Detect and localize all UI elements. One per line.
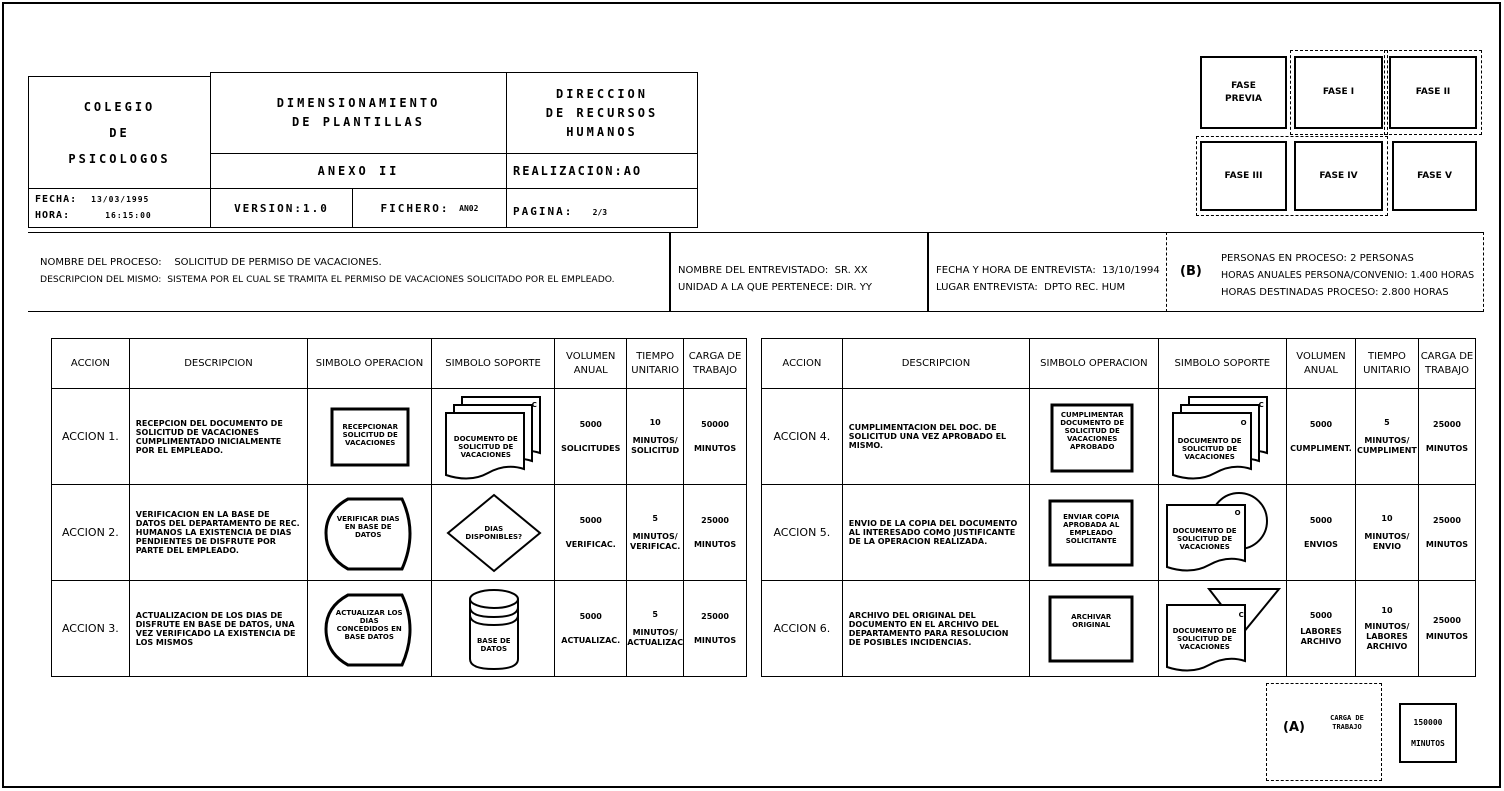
left-table — [51, 338, 747, 677]
b-label: (B) — [1180, 264, 1202, 279]
table-row — [762, 581, 1476, 677]
op-symbol-text: ACTUALIZAR LOS DIAS CONCEDIDOS EN BASE DATOS — [335, 608, 403, 641]
support-mark: C — [531, 400, 537, 409]
tiempo-cell — [627, 485, 684, 581]
phase-iii: FASE III — [1200, 141, 1287, 211]
persons-info — [1221, 250, 1481, 301]
hora-label: HORA: — [35, 210, 71, 221]
fichero-label: FICHERO: — [380, 201, 450, 215]
pagina-value: 2/3 — [592, 208, 608, 217]
col-simbolo-operacion: SIMBOLO OPERACION — [308, 339, 432, 389]
vol-cell — [1287, 581, 1356, 677]
tiempo-cell — [1355, 485, 1418, 581]
title-line-2: DE PLANTILLAS — [292, 115, 425, 129]
vol-cell — [555, 581, 627, 677]
tiempo-unit: MINUTOS/ CUMPLIMENT — [1357, 435, 1417, 455]
col-accion: ACCION — [52, 339, 130, 389]
col-simbolo-soporte: SIMBOLO SOPORTE — [1158, 339, 1286, 389]
tiempo-cell — [627, 389, 684, 485]
row-desc: ACTUALIZACION DE LOS DIAS DE DISFRUTE EN BASE DE DATOS, UNA VEZ VERIFICADO LA EXISTENCIA DE LOS MISMOS — [129, 581, 307, 677]
tiempo-cell — [1355, 389, 1418, 485]
persons: PERSONAS EN PROCESO: 2 PERSONAS — [1221, 253, 1414, 264]
phase-v: FASE V — [1392, 141, 1477, 211]
vol-unit: ACTUALIZAC. — [561, 635, 621, 645]
tiempo-cell — [627, 581, 684, 677]
row-accion: ACCION 3. — [52, 581, 130, 677]
col-simbolo-operacion: SIMBOLO OPERACION — [1030, 339, 1158, 389]
op-symbol-text: ARCHIVAR ORIGINAL — [1071, 612, 1112, 629]
carga-value: 25000 — [1433, 615, 1461, 625]
vol-cell — [1287, 485, 1356, 581]
op-symbol-text: ENVIAR COPIA APROBADA AL EMPLEADO SOLICITANTE — [1063, 512, 1120, 545]
tiempo-value: 10 — [649, 417, 661, 427]
op-symbol-cell — [1030, 389, 1158, 485]
phase-previa — [1200, 56, 1287, 129]
pagina-label: PAGINA: — [513, 205, 574, 218]
tiempo-value: 10 — [1381, 513, 1393, 523]
carga-value: 50000 — [701, 419, 729, 429]
op-symbol-text: VERIFICAR DIAS EN BASE DE DATOS — [336, 514, 400, 539]
carga-cell — [1418, 389, 1475, 485]
support-symbol-cell — [1158, 389, 1286, 485]
phase-iv: FASE IV — [1294, 141, 1383, 211]
tiempo-unit: MINUTOS/ SOLICITUD — [631, 435, 680, 455]
unit: UNIDAD A LA QUE PERTENECE: DIR. YY — [678, 282, 872, 293]
vol-cell — [555, 485, 627, 581]
carga-value: 25000 — [1433, 515, 1461, 525]
tiempo-unit: MINUTOS/ ACTUALIZAC — [627, 627, 684, 647]
tiempo-value: 5 — [652, 609, 658, 619]
vol-value: 5000 — [1309, 610, 1333, 620]
carga-value: 25000 — [701, 611, 729, 621]
realizacion-cell: REALIZACION:AO — [506, 153, 698, 189]
total-unit: MINUTOS — [1411, 739, 1445, 748]
row-desc: CUMPLIMENTACION DEL DOC. DE SOLICITUD UNA VEZ APROBADO EL MISMO. — [842, 389, 1029, 485]
org-cell — [28, 76, 211, 189]
vol-value: 5000 — [1309, 419, 1333, 429]
database-cylinder-symbol — [432, 583, 554, 675]
phase-i: FASE I — [1294, 56, 1383, 129]
fichero-cell — [352, 188, 507, 228]
table-row — [52, 485, 747, 581]
fichero-value: AN02 — [459, 203, 479, 213]
row-desc: RECEPCION DEL DOCUMENTO DE SOLICITUD DE VACACIONES CUMPLIMENTADO INICIALMENTE POR EL EMPLEADO. — [129, 389, 307, 485]
col-descripcion: DESCRIPCION — [129, 339, 307, 389]
support-symbol-cell — [1158, 485, 1286, 581]
table-row — [52, 581, 747, 677]
pagina-cell — [506, 188, 698, 228]
carga-unit: MINUTOS — [693, 443, 737, 453]
support-mark: O — [1240, 418, 1247, 427]
dest-hours: HORAS DESTINADAS PROCESO: 2.800 HORAS — [1221, 287, 1449, 298]
support-symbol-cell — [1158, 581, 1286, 677]
support-mark: O — [1234, 508, 1241, 517]
col-carga: CARGA DE TRABAJO — [684, 339, 747, 389]
anexo-cell: ANEXO II — [210, 153, 507, 189]
carga-unit: MINUTOS — [1425, 443, 1469, 453]
carga-cell — [684, 389, 747, 485]
carga-cell — [684, 581, 747, 677]
vol-value: 5000 — [579, 611, 602, 621]
op-symbol-cell — [308, 581, 432, 677]
org-line-2: DE — [109, 125, 130, 140]
row-accion: ACCION 4. — [762, 389, 843, 485]
dept-line-3: HUMANOS — [566, 124, 638, 139]
vol-unit: VERIFICAC. — [565, 539, 616, 549]
carga-cell — [684, 485, 747, 581]
row-accion: ACCION 2. — [52, 485, 130, 581]
interview-place: LUGAR ENTREVISTA: DPTO REC. HUM — [936, 282, 1126, 293]
support-symbol-cell — [431, 389, 555, 485]
vol-unit: SOLICITUDES — [561, 443, 621, 453]
divider-2 — [927, 232, 929, 312]
support-text: DOCUMENTO DE SOLICITUD DE VACACIONES — [1177, 436, 1242, 461]
date-info — [936, 262, 1166, 296]
row-desc: ARCHIVO DEL ORIGINAL DEL DOCUMENTO EN EL ARCHIVO DEL DEPARTAMENTO PARA RESOLUCION DE POSIBLES INCIDENCIAS. — [842, 581, 1029, 677]
col-tiempo: TIEMPO UNITARIO — [1355, 339, 1418, 389]
vol-unit: LABORES ARCHIVO — [1300, 626, 1342, 646]
interview-info — [678, 262, 928, 296]
col-volumen: VOLUMEN ANUAL — [1287, 339, 1356, 389]
row-accion: ACCION 1. — [52, 389, 130, 485]
hora-value: 16:15:00 — [105, 211, 152, 220]
phase-previa-label: FASE PREVIA — [1225, 80, 1262, 104]
vol-value: 5000 — [579, 419, 602, 429]
divider-1 — [669, 232, 671, 312]
fecha-hora-cell — [28, 188, 211, 228]
operation-rectangle-symbol — [1030, 583, 1152, 675]
dept-line-1: DIRECCION — [555, 86, 649, 101]
col-descripcion: DESCRIPCION — [842, 339, 1029, 389]
tiempo-value: 5 — [652, 513, 658, 523]
support-text: DOCUMENTO DE SOLICITUD DE VACACIONES — [453, 434, 518, 459]
process-name: NOMBRE DEL PROCESO: SOLICITUD DE PERMISO DE VACACIONES. — [40, 257, 382, 268]
col-carga: CARGA DE TRABAJO — [1418, 339, 1475, 389]
carga-value: 25000 — [701, 515, 729, 525]
left-header-row — [52, 339, 747, 389]
org-line-1: COLEGIO — [83, 99, 156, 114]
vol-value: 5000 — [1309, 515, 1333, 525]
dept-cell — [506, 72, 698, 154]
title-cell — [210, 72, 507, 154]
vol-value: 5000 — [579, 515, 602, 525]
op-symbol-cell — [308, 485, 432, 581]
row-accion: ACCION 6. — [762, 581, 843, 677]
col-volumen: VOLUMEN ANUAL — [555, 339, 627, 389]
row-desc: VERIFICACION EN LA BASE DE DATOS DEL DEPARTAMENTO DE REC. HUMANOS LA EXISTENCIA DE DIAS PENDIENTES DE DISFRUTE POR PARTE DEL EMPLEADO. — [129, 485, 307, 581]
vol-unit: ENVIOS — [1304, 539, 1338, 549]
a-label: (A) — [1283, 720, 1305, 735]
op-symbol-cell — [1030, 485, 1158, 581]
carga-cell — [1418, 581, 1475, 677]
op-symbol-text: RECEPCIONAR SOLICITUD DE VACACIONES — [342, 422, 398, 447]
vol-cell — [1287, 389, 1356, 485]
table-row — [52, 389, 747, 485]
tiempo-unit: MINUTOS/ LABORES ARCHIVO — [1364, 621, 1410, 651]
support-text: BASE DE DATOS — [476, 636, 511, 653]
col-tiempo: TIEMPO UNITARIO — [627, 339, 684, 389]
tiempo-cell — [1355, 581, 1418, 677]
carga-cell — [1418, 485, 1475, 581]
op-symbol-cell — [308, 389, 432, 485]
fecha-label: FECHA: — [35, 194, 78, 205]
total-label: CARGA DE TRABAJO — [1330, 714, 1364, 731]
total-value: 150000 — [1413, 718, 1443, 727]
carga-unit: MINUTOS — [693, 635, 737, 645]
tiempo-unit: MINUTOS/ VERIFICAC. — [630, 531, 681, 551]
carga-unit: MINUTOS — [1425, 539, 1469, 549]
support-symbol-cell — [431, 485, 555, 581]
tiempo-value: 10 — [1381, 605, 1393, 615]
vol-unit: CUMPLIMENT. — [1290, 443, 1352, 453]
table-row — [762, 485, 1476, 581]
phase-ii: FASE II — [1389, 56, 1477, 129]
row-accion: ACCION 5. — [762, 485, 843, 581]
annual-hours: HORAS ANUALES PERSONA/CONVENIO: 1.400 HORAS — [1221, 270, 1475, 281]
title-line-1: DIMENSIONAMIENTO — [276, 96, 441, 110]
op-symbol-text: CUMPLIMENTAR DOCUMENTO DE SOLICITUD DE VACACIONES APROBADO — [1060, 410, 1125, 451]
interview-date: FECHA Y HORA DE ENTREVISTA: 13/10/1994 — [936, 265, 1160, 276]
support-symbol-cell — [431, 581, 555, 677]
fecha-value: 13/03/1995 — [91, 195, 150, 204]
total-value-box — [1399, 703, 1457, 763]
version-cell: VERSION:1.0 — [210, 188, 353, 228]
col-accion: ACCION — [762, 339, 843, 389]
process-desc: DESCRIPCION DEL MISMO: SISTEMA POR EL CUAL SE TRAMITA EL PERMISO DE VACACIONES SOLICITADO POR EL EMPLEADO. — [40, 274, 615, 285]
vol-cell — [555, 389, 627, 485]
carga-unit: MINUTOS — [693, 539, 737, 549]
dept-line-2: DE RECURSOS — [545, 105, 659, 120]
support-text: DOCUMENTO DE SOLICITUD DE VACACIONES — [1172, 526, 1237, 551]
col-simbolo-soporte: SIMBOLO SOPORTE — [431, 339, 555, 389]
row-desc: ENVIO DE LA COPIA DEL DOCUMENTO AL INTERESADO COMO JUSTIFICANTE DE LA OPERACION REALIZADA. — [842, 485, 1029, 581]
carga-unit: MINUTOS — [1425, 631, 1469, 641]
support-mark-2: C — [1258, 400, 1264, 409]
right-header-row — [762, 339, 1476, 389]
table-row — [762, 389, 1476, 485]
interviewee: NOMBRE DEL ENTREVISTADO: SR. XX — [678, 265, 868, 276]
support-text: DIAS DISPONIBLES? — [465, 524, 523, 541]
tiempo-unit: MINUTOS/ ENVIO — [1364, 531, 1410, 551]
org-line-3: PSICOLOGOS — [68, 151, 171, 166]
process-info — [40, 254, 680, 288]
tiempo-value: 5 — [1384, 417, 1390, 427]
carga-value: 25000 — [1433, 419, 1461, 429]
support-text: DOCUMENTO DE SOLICITUD DE VACACIONES — [1172, 626, 1237, 651]
right-table — [761, 338, 1476, 677]
op-symbol-cell — [1030, 581, 1158, 677]
support-mark: C — [1238, 610, 1244, 619]
